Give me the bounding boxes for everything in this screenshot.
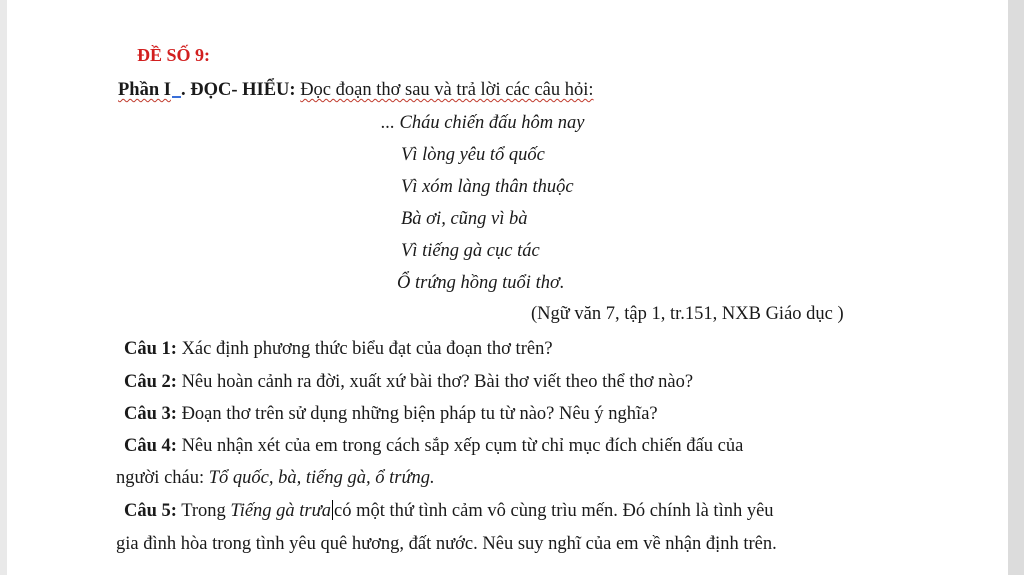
- question-2: [124, 371, 693, 393]
- question-text: Trong: [181, 501, 231, 521]
- question-italic-text: Tổ quốc, bà, tiếng gà, ổ trứng.: [208, 468, 435, 488]
- section-part-suffix: . ĐỌC- HIỂU:: [180, 80, 296, 100]
- poem-line-3: Vì xóm làng thân thuộc: [401, 177, 574, 197]
- poem-line-4: Bà ơi, cũng vì bà: [401, 209, 528, 229]
- question-label: Câu 1:: [124, 339, 177, 359]
- question-text: người cháu:: [116, 468, 209, 488]
- question-italic-text: Tiếng gà trưa: [230, 501, 331, 521]
- poem-source: (Ngữ văn 7, tập 1, tr.151, NXB Giáo dục ): [531, 304, 844, 324]
- section-part: Phần I: [118, 80, 171, 100]
- question-5: [124, 500, 774, 522]
- question-5-continued: gia đình hòa trong tình yêu quê hương, đất nước. Nêu suy nghĩ của em về nhận định trên.: [116, 534, 777, 554]
- question-3: [124, 403, 658, 425]
- question-label: Câu 2:: [124, 372, 177, 392]
- question-4-continued: [116, 467, 435, 489]
- question-text: Đoạn thơ trên sử dụng những biện pháp tu từ nào? Nêu ý nghĩa?: [181, 404, 658, 424]
- poem-line-1: ... Cháu chiến đấu hôm nay: [381, 113, 585, 133]
- question-text: Xác định phương thức biểu đạt của đoạn thơ trên?: [181, 339, 553, 359]
- window-edge: [1008, 0, 1024, 575]
- poem-line-5: Vì tiếng gà cục tác: [401, 241, 540, 261]
- text-caret: [332, 500, 333, 520]
- question-4: [124, 435, 743, 457]
- question-text: Nêu nhận xét của em trong cách sắp xếp cụm từ chỉ mục đích chiến đấu của: [181, 436, 744, 456]
- exam-title: ĐỀ SỐ 9:: [137, 45, 211, 65]
- section-task: Đọc đoạn thơ sau và trả lời các câu hỏi:: [300, 80, 594, 100]
- question-text: Nêu hoàn cảnh ra đời, xuất xứ bài thơ? Bài thơ viết theo thể thơ nào?: [181, 372, 694, 392]
- section-heading: [118, 79, 594, 101]
- question-text: có một thứ tình cảm vô cùng trìu mến. Đó chính là tình yêu: [333, 501, 774, 521]
- question-label: Câu 4:: [124, 436, 177, 456]
- question-label: Câu 3:: [124, 404, 177, 424]
- question-label: Câu 5:: [124, 501, 177, 521]
- poem-line-6: Ổ trứng hồng tuổi thơ.: [397, 273, 565, 293]
- poem-line-2: Vì lòng yêu tổ quốc: [401, 145, 545, 165]
- text-cursor-marker: [172, 96, 181, 98]
- question-1: [124, 338, 553, 360]
